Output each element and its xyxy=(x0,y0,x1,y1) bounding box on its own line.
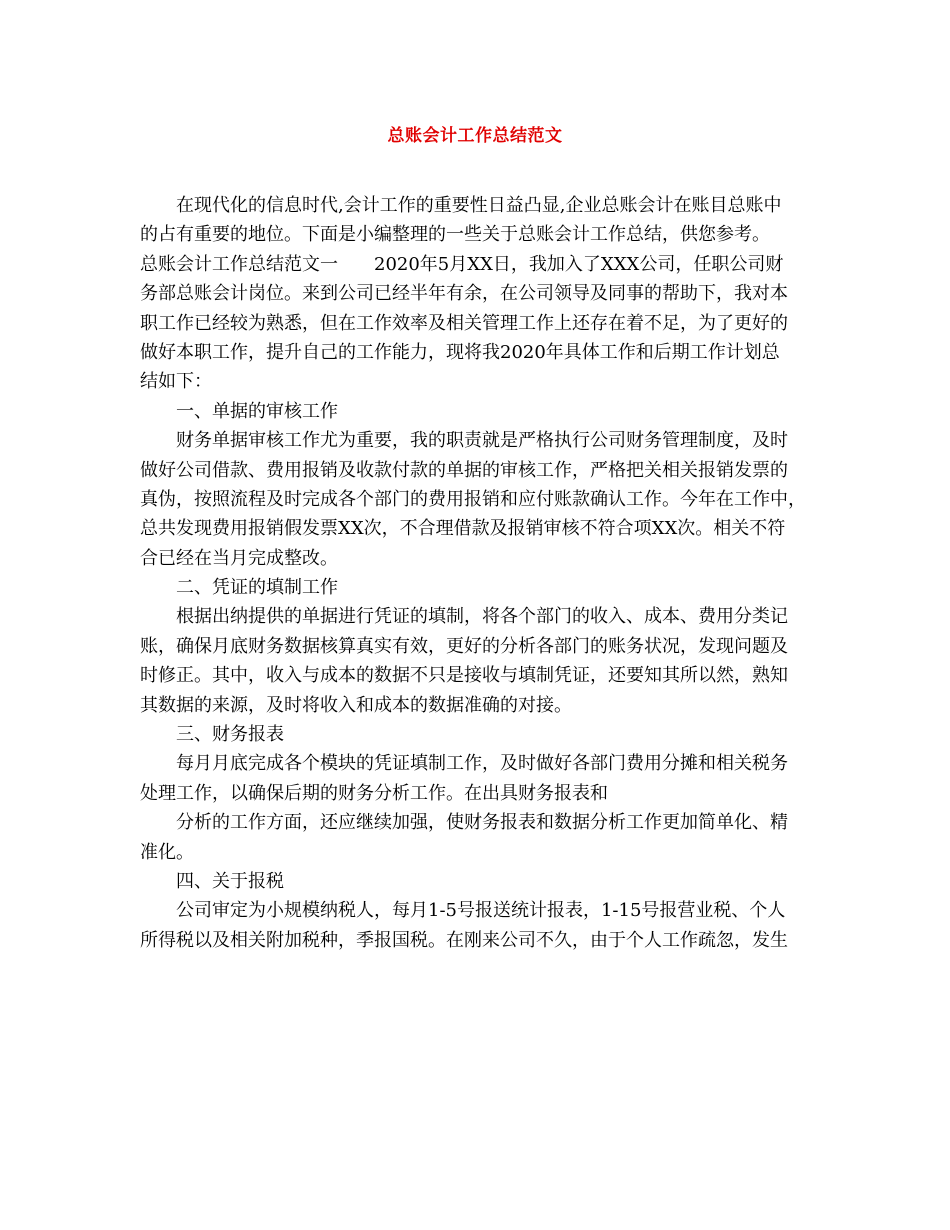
document-body xyxy=(140,191,820,955)
paragraph-line: 真伪，按照流程及时完成各个部门的费用报销和应付账款确认工作。今年在工作中， xyxy=(140,488,806,510)
paragraph-line: 务部总账会计岗位。来到公司已经半年有余，在公司领导及同事的帮助下，我对本 xyxy=(140,283,788,305)
document-title: 总账会计工作总结范文 xyxy=(387,126,563,146)
paragraph-line: 做好本职工作，提升自己的工作能力，现将我2020年具体工作和后期工作计划总 xyxy=(140,341,780,363)
paragraph-line: 二、凭证的填制工作 xyxy=(176,577,338,599)
paragraph-line: 结如下： xyxy=(140,371,212,393)
paragraph-line: 在现代化的信息时代,会计工作的重要性日益凸显,企业总账会计在账目总账中 xyxy=(176,195,782,216)
paragraph-line: 所得税以及相关附加税种，季报国税。在刚来公司不久，由于个人工作疏忽，发生 xyxy=(140,929,788,951)
paragraph-line: 每月月底完成各个模块的凭证填制工作，及时做好各部门费用分摊和相关税务 xyxy=(176,753,788,775)
paragraph-line: 公司审定为小规模纳税人，每月1-5号报送统计报表，1-15号报营业税、个人 xyxy=(176,900,786,922)
paragraph-line: 财务单据审核工作尤为重要，我的职责就是严格执行公司财务管理制度，及时 xyxy=(176,430,788,452)
paragraph-line: 的占有重要的地位。下面是小编整理的一些关于总账会计工作总结，供您参考。 xyxy=(140,224,770,246)
paragraph-line: 其数据的来源，及时将收入和成本的数据准确的对接。 xyxy=(140,694,572,716)
paragraph-line: 准化。 xyxy=(140,841,194,863)
paragraph-line: 根据出纳提供的单据进行凭证的填制，将各个部门的收入、成本、费用分类记 xyxy=(176,606,788,628)
paragraph-line: 账，确保月底财务数据核算真实有效，更好的分析各部门的账务状况，发现问题及 xyxy=(140,635,788,657)
paragraph-line: 合已经在当月完成整改。 xyxy=(140,547,338,569)
paragraph-line: 时修正。其中，收入与成本的数据不只是接收与填制凭证，还要知其所以然，熟知 xyxy=(140,665,788,687)
paragraph-line: 一、单据的审核工作 xyxy=(176,400,338,422)
paragraph-line: 分析的工作方面，还应继续加强，使财务报表和数据分析工作更加简单化、精 xyxy=(176,812,788,834)
paragraph-line: 四、关于报税 xyxy=(176,870,284,892)
paragraph-line: 处理工作，以确保后期的财务分析工作。在出具财务报表和 xyxy=(140,782,608,804)
paragraph-line: 总账会计工作总结范文一 2020年5月XX日，我加入了XXX公司，任职公司财 xyxy=(140,253,784,275)
paragraph-line: 总共发现费用报销假发票XX次，不合理借款及报销审核不符合项XX次。相关不符 xyxy=(140,518,786,540)
paragraph-line: 职工作已经较为熟悉，但在工作效率及相关管理工作上还存在着不足，为了更好的 xyxy=(140,312,788,334)
paragraph-line: 三、财务报表 xyxy=(176,724,284,746)
paragraph-line: 做好公司借款、费用报销及收款付款的单据的审核工作，严格把关相关报销发票的 xyxy=(140,459,788,481)
